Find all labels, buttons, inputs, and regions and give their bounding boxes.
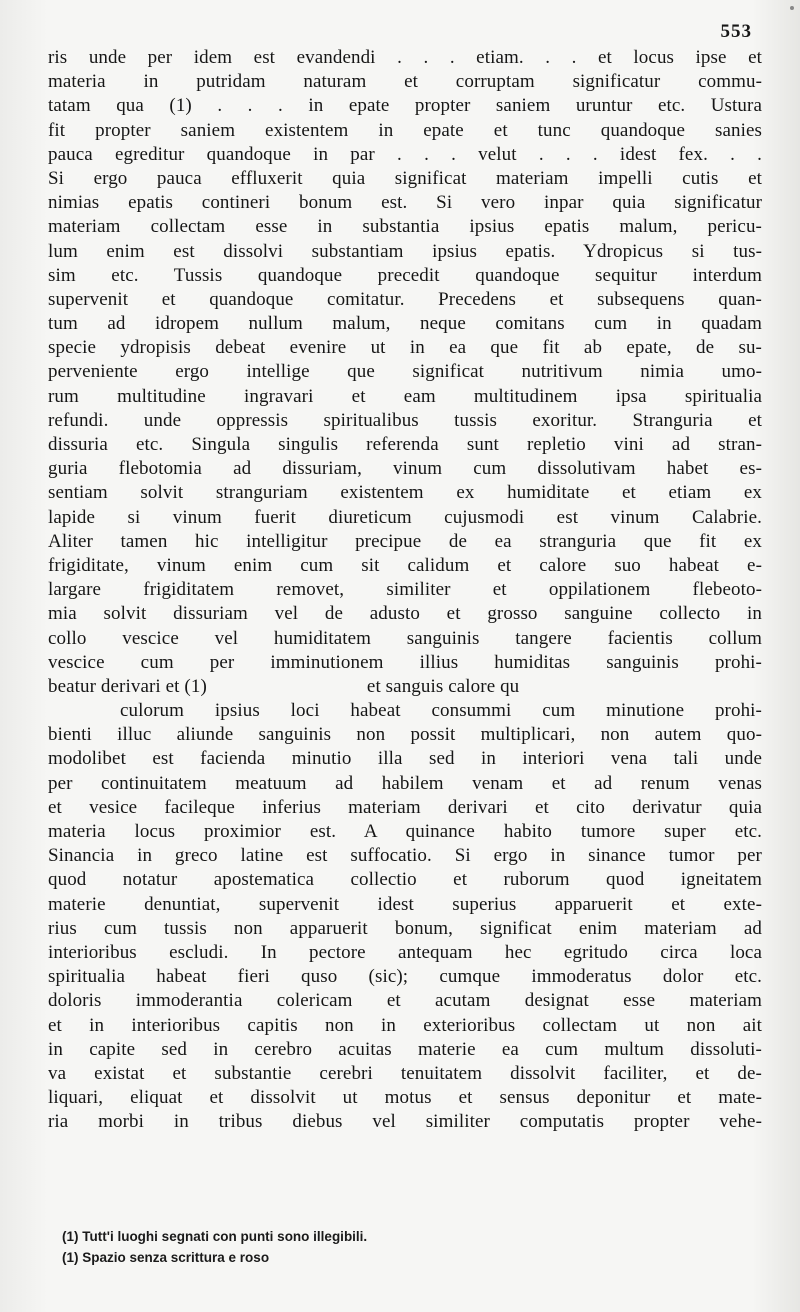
text-line: lum enim est dissolvi substantiam ipsius epatis. Ydropicus si tus- <box>48 240 762 262</box>
text-line: fit propter saniem existentem in epate et tunc quandoque sanies <box>48 119 762 141</box>
text-line: quod notatur apostematica collectio et ruborum quod igneitatem <box>48 869 762 891</box>
scan-speck <box>790 6 794 10</box>
text-line-with-gap: beatur derivari et (1) et sanguis calore qu <box>48 675 520 697</box>
text-line: et in interioribus capitis non in exterioribus collectam ut non ait <box>48 1014 762 1036</box>
text-line: rius cum tussis non apparuerit bonum, significat enim materiam ad <box>48 917 762 939</box>
text-line: in capite sed in cerebro acuitas materie ea cum multum dissoluti- <box>48 1038 762 1060</box>
text-line: frigiditate, vinum enim cum sit calidum et calore suo habeat e- <box>48 554 762 576</box>
text-line: materie denuntiat, supervenit idest superius apparuerit et exte- <box>48 893 762 915</box>
text-line: sentiam solvit stranguriam existentem ex humiditate et etiam ex <box>48 482 762 504</box>
text-line: ria morbi in tribus diebus vel similiter computatis propter vehe- <box>48 1111 762 1133</box>
text-line: pauca egreditur quandoque in par . . . velut . . . idest fex. . . <box>48 143 762 165</box>
text-line: spiritualia habeat fieri quso (sic); cumque immoderatus dolor etc. <box>48 966 762 988</box>
text-line: et vesice facileque inferius materiam derivari et cito derivatur quia <box>48 796 762 818</box>
text-line: materia in putridam naturam et corruptam significatur commu- <box>48 71 762 93</box>
footnote-illegible: (1) Tutt'i luoghi segnati con punti sono illegibili. <box>62 1229 368 1244</box>
text-line: guria flebotomia ad dissuriam, vinum cum dissolutivam habet es- <box>48 458 762 480</box>
text-line: largare frigiditatem removet, similiter et oppilationem flebeoto- <box>48 579 762 601</box>
text-line: perveniente ergo intellige que significat nutritivum nimia umo- <box>48 361 762 383</box>
text-line: ris unde per idem est evandendi . . . etiam. . . et locus ipse et <box>48 47 762 68</box>
text-line: mia solvit dissuriam vel de adusto et grosso sanguine collecto in <box>48 603 762 625</box>
text-line: doloris immoderantia colericam et acutam designat esse materiam <box>48 990 762 1012</box>
text-line: dissuria etc. Singula singulis referenda sunt repletio vini ad stran- <box>48 434 762 455</box>
text-line: lapide si vinum fuerit diureticum cujusmodi est vinum Calabrie. <box>48 506 762 528</box>
text-line: bienti illuc aliunde sanguinis non possit multiplicari, non autem quo- <box>48 724 762 746</box>
text-line: collo vescice vel humiditatem sanguinis tangere facientis collum <box>48 627 762 649</box>
text-line: tum ad idropem nullum malum, neque comitans cum in quadam <box>48 313 762 335</box>
page-number: 553 <box>720 21 752 42</box>
text-line: Si ergo pauca effluxerit quia significat materiam impelli cutis et <box>48 167 762 189</box>
text-line: Aliter tamen hic intelligitur precipue de ea stranguria que fit ex <box>48 530 762 552</box>
text-line: tatam qua (1) . . . in epate propter saniem uruntur etc. Ustura <box>48 95 762 117</box>
text-line: specie ydropisis debeat evenire ut in ea que fit ab epate, de su- <box>48 337 762 359</box>
text-line: materia locus proximior est. A quinance habito tumore super etc. <box>48 821 762 842</box>
text-line: liquari, eliquat et dissolvit ut motus et sensus deponitur et mate- <box>48 1087 762 1109</box>
text-line: materiam collectam esse in substantia ipsius epatis malum, pericu- <box>48 216 762 238</box>
text-line: Sinancia in greco latine est suffocatio. Si ergo in sinance tumor per <box>48 845 762 867</box>
footnote-blank-space: (1) Spazio senza scrittura e roso <box>62 1250 270 1265</box>
text-line: vescice cum per imminutionem illius humiditas sanguinis prohi- <box>48 651 762 673</box>
body-text <box>48 46 762 1134</box>
text-line: interioribus escludi. In pectore antequam hec egritudo circa loca <box>48 941 762 963</box>
text-line: modolibet est facienda minutio illa sed in interiori vena tali unde <box>48 748 762 770</box>
text-line: va existat et substantie cerebri tenuitatem dissolvit faciliter, et de- <box>48 1062 762 1084</box>
text-line: rum multitudine ingravari et eam multitudinem ipsa spiritualia <box>48 385 762 407</box>
footnotes <box>62 1226 722 1268</box>
text-line: culorum ipsius loci habeat consummi cum minutione prohi- <box>120 700 762 722</box>
text-line: sim etc. Tussis quandoque precedit quandoque sequitur interdum <box>48 264 762 286</box>
text-line: per continuitatem meatuum ad habilem venam et ad renum venas <box>48 772 762 794</box>
text-line: refundi. unde oppressis spiritualibus tussis exoritur. Stranguria et <box>48 409 762 431</box>
text-line: nimias epatis contineri bonum est. Si vero inpar quia significatur <box>48 192 762 214</box>
text-line: supervenit et quandoque comitatur. Precedens et subsequens quan- <box>48 288 762 310</box>
